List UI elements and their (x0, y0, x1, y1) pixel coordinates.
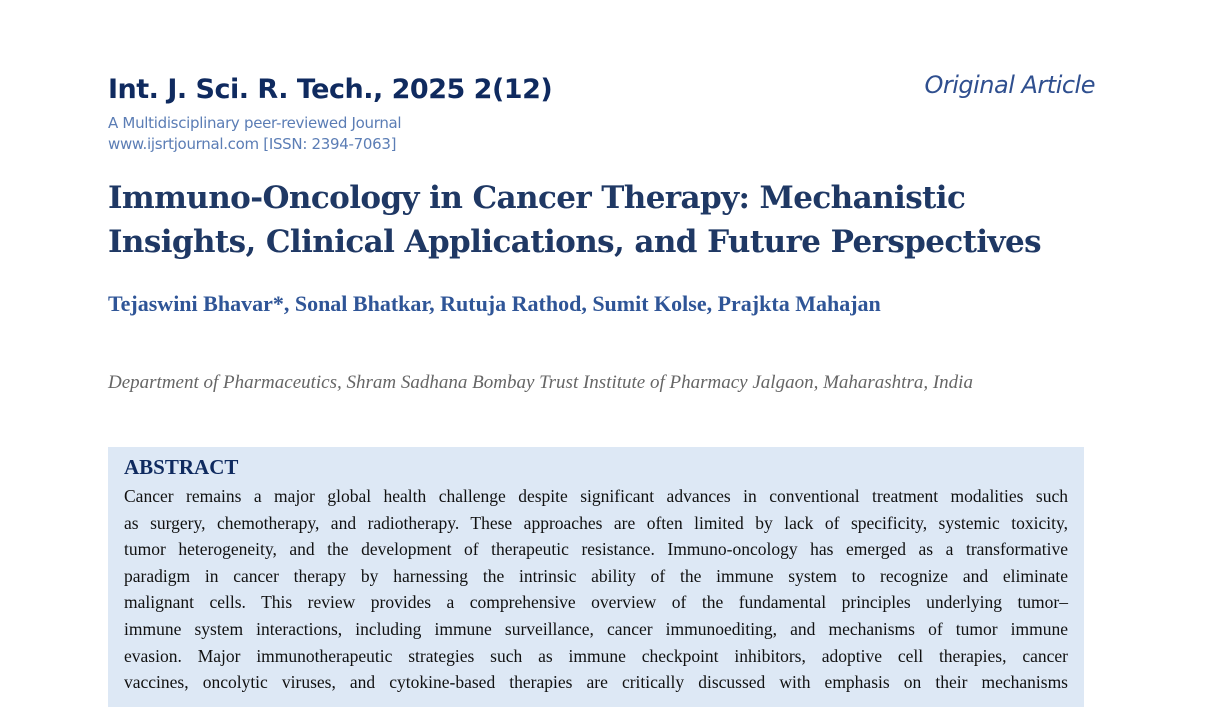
paper-title: Immuno-Oncology in Cancer Therapy: Mechanistic Insights, Clinical Applications, and Future Perspectives (108, 180, 1041, 260)
affiliation: Department of Pharmaceutics, Shram Sadhana Bombay Trust Institute of Pharmacy Jalgaon, Maharashtra, India (108, 372, 973, 393)
abstract-body (124, 483, 1068, 696)
abstract-line: immune system interactions, including immune surveillance, cancer immunoediting, and mechanisms of tumor immune (124, 618, 1068, 639)
abstract-line: Cancer remains a major global health challenge despite significant advances in conventional treatment modalities such (124, 486, 1068, 506)
abstract-line: paradigm in cancer therapy by harnessing the intrinsic ability of the immune system to recognize and eliminate (124, 565, 1068, 586)
abstract-line: malignant cells. This review provides a comprehensive overview of the fundamental principles underlying tumor– (124, 592, 1068, 613)
journal-website[interactable]: www.ijsrtjournal.com [ISSN: 2394-7063] (108, 135, 397, 153)
abstract-line: vaccines, oncolytic viruses, and cytokine-based therapies are critically discussed with emphasis on their mechanisms (124, 672, 1068, 693)
journal-info (108, 113, 401, 155)
abstract-line: as surgery, chemotherapy, and radiotherapy. These approaches are often limited by lack of specificity, systemic toxicity, (124, 512, 1068, 533)
abstract-line: evasion. Major immunotherapeutic strategies such as immune checkpoint inhibitors, adoptive cell therapies, cancer (124, 645, 1068, 666)
abstract-line: tumor heterogeneity, and the development of therapeutic resistance. Immuno-oncology has emerged as a transformative (124, 539, 1068, 560)
authors: Tejaswini Bhavar*, Sonal Bhatkar, Rutuja Rathod, Sumit Kolse, Prajkta Mahajan (108, 291, 881, 316)
journal-citation: Int. J. Sci. R. Tech., 2025 2(12) (108, 74, 553, 105)
article-type: Original Article (924, 71, 1095, 99)
abstract-box (108, 447, 1084, 707)
abstract-heading: ABSTRACT (124, 455, 239, 479)
journal-tagline: A Multidisciplinary peer-reviewed Journal (108, 114, 402, 132)
